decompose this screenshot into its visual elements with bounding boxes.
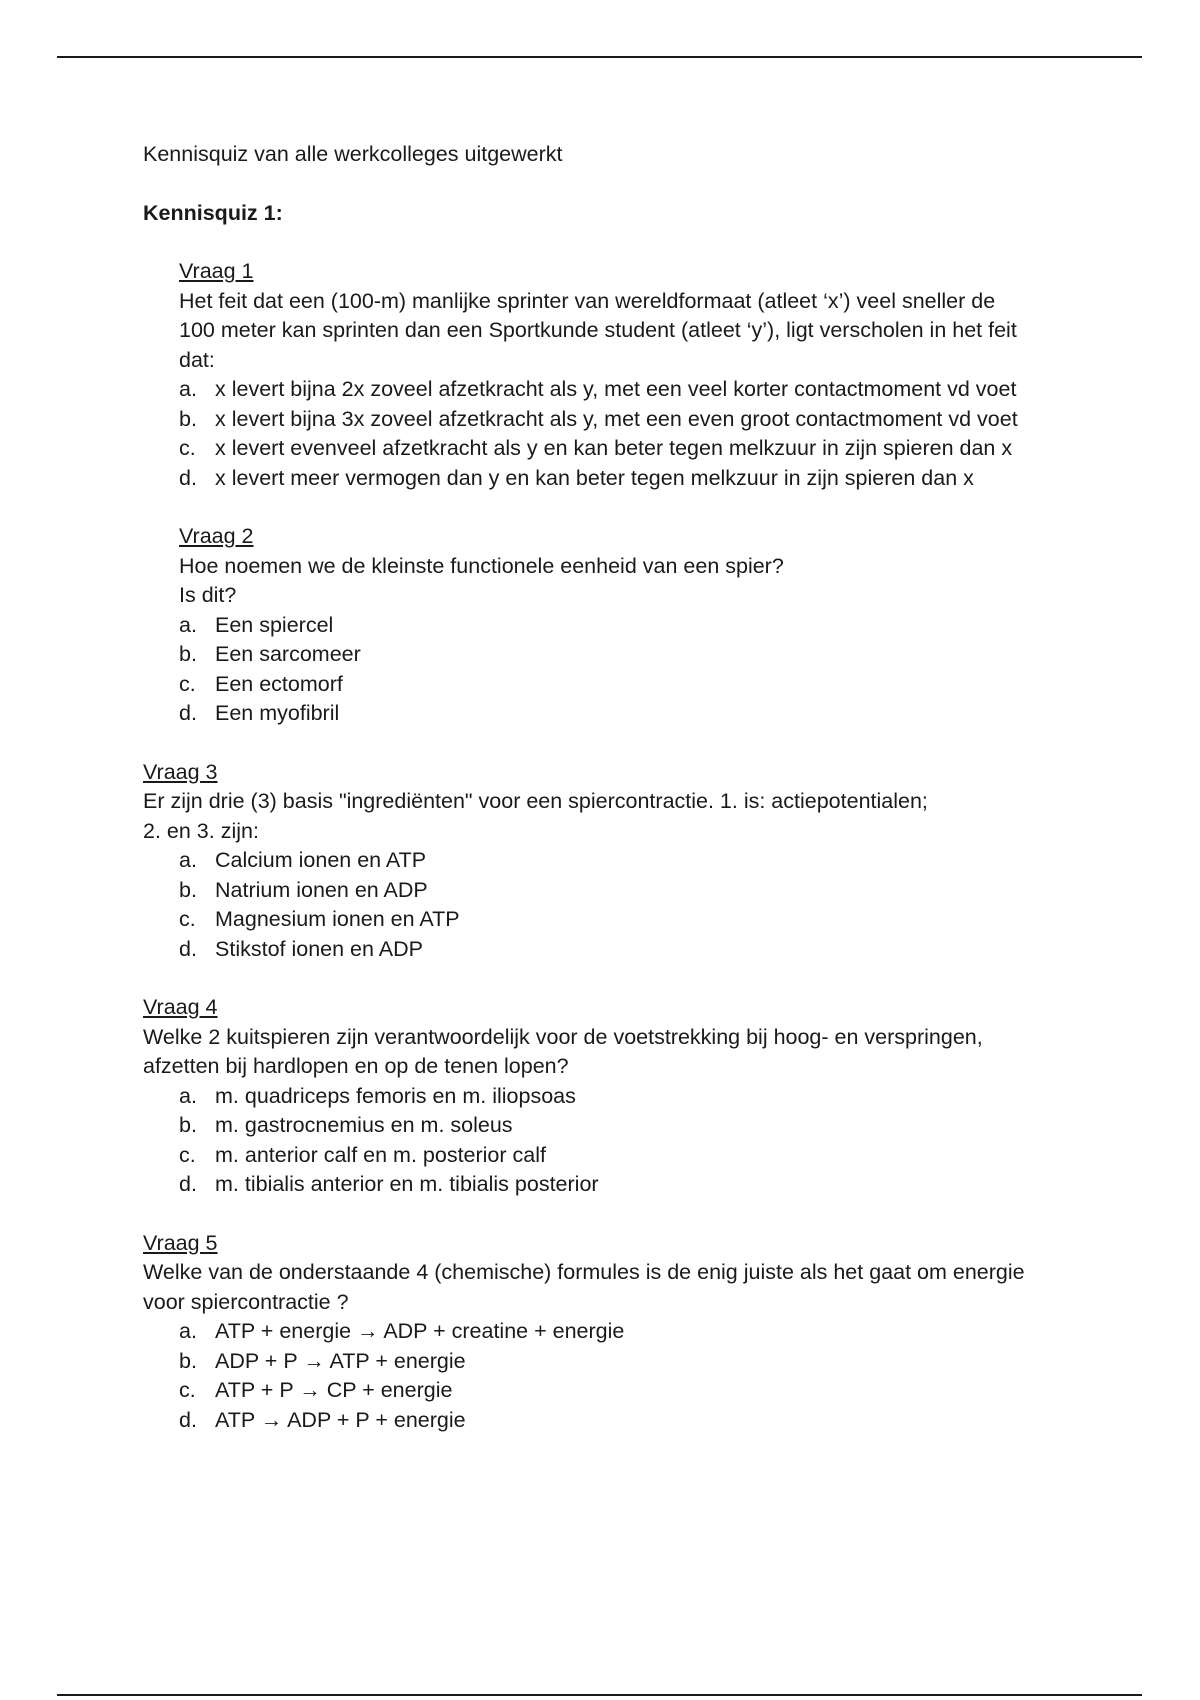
option-letter: d. — [179, 465, 197, 490]
option-letter: c. — [179, 671, 196, 696]
question-label: Vraag 5 — [143, 1230, 218, 1255]
footer-rule — [57, 1694, 1142, 1696]
answer-options — [179, 611, 1073, 729]
question-text-line: voor spiercontractie ? — [143, 1289, 349, 1314]
option-letter: d. — [179, 936, 197, 961]
question-text-line: afzetten bij hardlopen en op de tenen lopen? — [143, 1054, 569, 1078]
answer-option-c — [179, 905, 1073, 935]
question-text-line: dat: — [179, 347, 215, 372]
option-letter: d. — [179, 1407, 197, 1432]
option-text: Natrium ionen en ADP — [215, 877, 428, 902]
option-letter: b. — [179, 642, 197, 666]
question-text-line: 2. en 3. zijn: — [143, 818, 259, 843]
option-letter: a. — [179, 1083, 197, 1108]
answer-option-d — [179, 464, 1073, 494]
option-text: x levert bijna 3x zoveel afzetkracht als y, met een even groot contactmoment vd voet — [215, 406, 1018, 431]
option-letter: b. — [179, 1113, 197, 1137]
option-letter: b. — [179, 406, 197, 431]
answer-options — [179, 1082, 1073, 1200]
option-letter: d. — [179, 1172, 197, 1196]
question-text-line: Welke 2 kuitspieren zijn verantwoordelijk voor de voetstrekking bij hoog- en verspringen, — [143, 1024, 983, 1049]
question-text-line: Welke van de onderstaande 4 (chemische) formules is de enig juiste als het gaat om energie — [143, 1260, 1025, 1284]
option-letter: a. — [179, 612, 197, 637]
question-1 — [179, 257, 1073, 493]
answer-options — [179, 846, 1073, 964]
answer-option-c — [179, 670, 1073, 700]
answer-option-c — [179, 1376, 1073, 1406]
option-letter: a. — [179, 1319, 197, 1343]
option-letter: a. — [179, 848, 197, 872]
answer-option-a — [179, 846, 1073, 876]
question-label: Vraag 2 — [179, 524, 254, 548]
question-5 — [143, 1229, 1073, 1436]
option-text: m. quadriceps femoris en m. iliopsoas — [215, 1083, 576, 1108]
question-4 — [143, 993, 1073, 1200]
option-text: Een myofibril — [215, 701, 340, 725]
answer-option-a — [179, 375, 1073, 405]
option-text: ATP + energie → ADP + creatine + energie — [215, 1319, 625, 1343]
answer-option-c — [179, 1141, 1073, 1171]
document-body — [143, 140, 1073, 1464]
option-text: x levert bijna 2x zoveel afzetkracht als y, met een veel korter contactmoment vd voet — [215, 377, 1017, 401]
option-text: Stikstof ionen en ADP — [215, 936, 423, 961]
answer-option-b — [179, 640, 1073, 670]
option-letter: b. — [179, 1348, 197, 1373]
option-text: ATP + P → CP + energie — [215, 1378, 453, 1402]
option-text: Een sarcomeer — [215, 642, 361, 666]
option-text: Een ectomorf — [215, 671, 343, 696]
option-text: x levert meer vermogen dan y en kan beter tegen melkzuur in zijn spieren dan x — [215, 465, 974, 490]
option-text: x levert evenveel afzetkracht als y en kan beter tegen melkzuur in zijn spieren dan x — [215, 436, 1013, 460]
option-text: m. gastrocnemius en m. soleus — [215, 1113, 513, 1137]
answer-option-b — [179, 1347, 1073, 1377]
question-text-line: Er zijn drie (3) basis "ingrediënten" voor een spiercontractie. 1. is: actiepotentialen; — [143, 789, 928, 813]
answer-option-d — [179, 1406, 1073, 1436]
option-text: Magnesium ionen en ATP — [215, 907, 460, 931]
answer-option-d — [179, 935, 1073, 965]
option-letter: c. — [179, 1378, 196, 1402]
document-title: Kennisquiz van alle werkcolleges uitgewerkt — [143, 142, 563, 166]
question-text-line: Het feit dat een (100-m) manlijke sprinter van wereldformaat (atleet ‘x’) veel sneller de — [179, 288, 996, 313]
answer-option-b — [179, 1111, 1073, 1141]
question-text-line: Is dit? — [179, 583, 237, 607]
option-letter: d. — [179, 701, 197, 725]
question-3 — [143, 758, 1073, 965]
answer-option-a — [179, 611, 1073, 641]
question-text-line: 100 meter kan sprinten dan een Sportkunde student (atleet ‘y’), ligt verscholen in het feit — [179, 318, 1017, 342]
option-letter: c. — [179, 1142, 196, 1167]
answer-option-b — [179, 405, 1073, 435]
option-text: Calcium ionen en ATP — [215, 848, 427, 872]
answer-option-a — [179, 1082, 1073, 1112]
option-text: m. anterior calf en m. posterior calf — [215, 1142, 546, 1167]
option-letter: c. — [179, 436, 196, 460]
question-label: Vraag 3 — [143, 759, 218, 784]
answer-option-b — [179, 876, 1073, 906]
question-2 — [179, 522, 1073, 729]
option-text: m. tibialis anterior en m. tibialis posterior — [215, 1172, 599, 1196]
answer-options — [179, 1317, 1073, 1435]
question-label: Vraag 1 — [179, 259, 254, 283]
option-text: Een spiercel — [215, 612, 334, 637]
option-letter: b. — [179, 877, 197, 902]
option-letter: a. — [179, 377, 197, 401]
answer-option-d — [179, 1170, 1073, 1200]
option-letter: c. — [179, 907, 196, 931]
question-label: Vraag 4 — [143, 995, 218, 1019]
answer-option-d — [179, 699, 1073, 729]
answer-option-a — [179, 1317, 1073, 1347]
answer-options — [179, 375, 1073, 493]
option-text: ATP → ADP + P + energie — [215, 1407, 466, 1432]
header-rule — [57, 56, 1142, 58]
answer-option-c — [179, 434, 1073, 464]
option-text: ADP + P → ATP + energie — [215, 1348, 466, 1373]
question-text-line: Hoe noemen we de kleinste functionele eenheid van een spier? — [179, 553, 784, 578]
quiz-heading: Kennisquiz 1: — [143, 200, 283, 225]
